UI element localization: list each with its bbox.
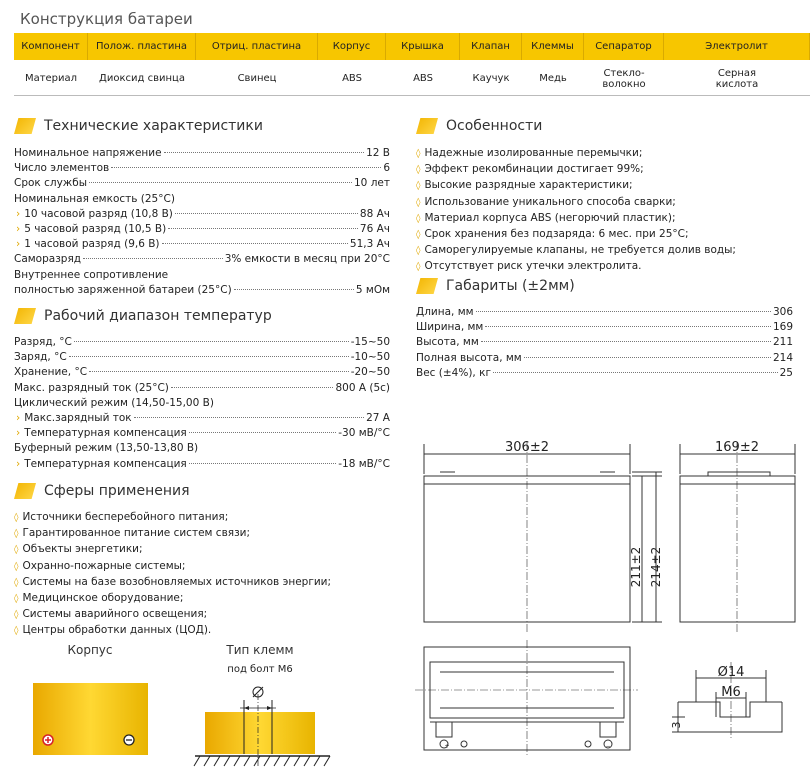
construction-header-cell: Полож. пластина <box>88 33 196 60</box>
spec-value: -10~50 <box>350 351 390 364</box>
spec-row <box>14 441 390 456</box>
spec-row <box>14 381 390 396</box>
spec-row <box>416 320 793 335</box>
spec-row <box>14 411 390 426</box>
tech-section-title: Технические характеристики <box>14 118 263 134</box>
spec-label: 5 часовой разряд (10,5 В) <box>24 223 167 236</box>
spec-label: Разряд, °С <box>14 336 72 348</box>
length-dimension: 306±2 <box>505 440 549 455</box>
features-section-title: Особенности <box>416 118 542 134</box>
spec-label: Температурная компенсация <box>24 427 187 440</box>
spec-row <box>14 426 390 441</box>
spec-row <box>14 350 390 365</box>
construction-value-row <box>14 62 810 96</box>
spec-value: 169 <box>772 321 793 334</box>
construction-header-cell: Крышка <box>386 33 460 60</box>
list-item: ◊ Надежные изолированные перемычки; <box>416 146 736 162</box>
chevron-right-icon: › <box>16 427 21 440</box>
spec-label: Температурная компенсация <box>24 457 187 470</box>
section-marker-icon <box>14 483 36 499</box>
negative-sign: − <box>605 743 611 750</box>
spec-label: Номинальное напряжение <box>14 147 162 159</box>
list-item: ◊ Саморегулируемые клапаны, не требуется долив воды; <box>416 243 736 259</box>
spec-label: Ширина, мм <box>416 321 484 334</box>
spec-label: Длина, мм <box>416 306 474 318</box>
dims-section-title: Габариты (±2мм) <box>416 278 575 294</box>
list-item: ◊ Использование уникального способа сварки; <box>416 195 736 211</box>
page-title: Конструкция батареи <box>20 10 193 28</box>
spec-row <box>416 305 793 320</box>
spec-value: 211 <box>772 336 793 349</box>
tech-spec-list <box>14 146 390 298</box>
chevron-right-icon: › <box>16 223 21 236</box>
terminal-height-dimension: 3 <box>670 721 683 729</box>
temp-spec-list <box>14 335 390 472</box>
spec-row <box>14 176 390 191</box>
apps-section-title: Сферы применения <box>14 483 190 499</box>
list-item: ◊ Центры обработки данных (ЦОД). <box>14 623 331 639</box>
spec-row <box>14 396 390 411</box>
spec-row <box>416 335 793 350</box>
spec-value: 27 А <box>366 412 390 425</box>
spec-label: Срок службы <box>14 177 88 190</box>
spec-value: -30 мВ/°С <box>338 427 390 440</box>
spec-value: 12 В <box>366 147 390 159</box>
spec-label: Макс.зарядный ток <box>24 412 132 425</box>
spec-value: 10 лет <box>354 177 390 190</box>
construction-header-cell: Корпус <box>318 33 386 60</box>
spec-value: 5 мОм <box>355 283 390 296</box>
width-dimension: 169±2 <box>715 440 759 455</box>
list-item: ◊ Системы на базе возобновляемых источников энергии; <box>14 575 331 591</box>
terminal-caption: Тип клемм <box>226 643 294 657</box>
spec-row <box>14 457 390 472</box>
construction-value-cell: ABS <box>413 73 433 84</box>
construction-value-cell: Серная кислота <box>715 67 759 90</box>
minus-terminal-icon <box>124 735 134 745</box>
spec-label: Число элементов <box>14 162 110 175</box>
positive-sign: + <box>444 743 450 750</box>
spec-row <box>14 283 390 298</box>
list-item: ◊ Гарантированное питание систем связи; <box>14 526 331 542</box>
spec-row <box>14 146 390 161</box>
spec-row <box>14 207 390 222</box>
spec-value: 214 <box>772 351 793 364</box>
spec-value: -15~50 <box>350 336 390 348</box>
spec-label: Полная высота, мм <box>416 351 522 364</box>
construction-value-cell: Диоксид свинца <box>99 73 185 84</box>
spec-value: -20~50 <box>350 366 390 379</box>
spec-row <box>14 335 390 350</box>
spec-label: Саморазряд <box>14 253 82 266</box>
construction-value-cell: Свинец <box>237 73 277 84</box>
construction-value-cell: ABS <box>342 73 362 84</box>
construction-value-cell: Стекло- волокно <box>602 67 646 90</box>
features-list <box>416 146 736 276</box>
construction-header-cell: Компонент <box>14 33 88 60</box>
spec-label: полностью заряженной батареи (25°С) <box>14 283 232 296</box>
spec-row <box>14 222 390 237</box>
chevron-right-icon: › <box>16 457 21 470</box>
spec-label: Номинальная емкость (25°С) <box>14 192 175 205</box>
list-item: ◊ Источники бесперебойного питания; <box>14 510 331 526</box>
list-item: ◊ Материал корпуса ABS (негорючий пластик); <box>416 211 736 227</box>
spec-label: 1 часовой разряд (9,6 В) <box>24 238 160 251</box>
dims-spec-list <box>416 305 793 381</box>
full-height-dimension: 214±2 <box>649 546 663 588</box>
construction-header-cell: Клеммы <box>522 33 584 60</box>
spec-row <box>14 161 390 176</box>
spec-value: 3% емкости в месяц при 20°С <box>224 253 390 266</box>
construction-header-cell: Сепаратор <box>584 33 664 60</box>
spec-row <box>14 268 390 283</box>
spec-row <box>14 252 390 267</box>
list-item: ◊ Объекты энергетики; <box>14 542 331 558</box>
list-item: ◊ Охранно-пожарные системы; <box>14 559 331 575</box>
spec-value: 88 Ач <box>359 207 390 220</box>
temp-section-title: Рабочий диапазон температур <box>14 308 272 324</box>
section-marker-icon <box>14 118 36 134</box>
construction-header-cell: Электролит <box>664 33 810 60</box>
section-marker-icon <box>416 278 438 294</box>
spec-value: 51,3 Ач <box>349 238 390 251</box>
terminal-diameter-dimension: Ø14 <box>717 665 745 680</box>
spec-label: Вес (±4%), кг <box>416 366 491 379</box>
case-caption: Корпус <box>67 643 113 657</box>
spec-row <box>14 365 390 380</box>
spec-row <box>14 237 390 252</box>
list-item: ◊ Медицинское оборудование; <box>14 591 331 607</box>
terminal-subcaption: под болт М6 <box>227 664 293 675</box>
spec-label: Буферный режим (13,50-13,80 В) <box>14 442 199 455</box>
construction-header-row <box>14 33 810 60</box>
terminal-image <box>205 712 315 754</box>
section-marker-icon <box>14 308 36 324</box>
construction-header-cell: Клапан <box>460 33 522 60</box>
chevron-right-icon: › <box>16 238 21 251</box>
chevron-right-icon: › <box>16 207 21 220</box>
height-dimension: 211±2 <box>629 546 643 588</box>
spec-value: 6 <box>383 162 390 175</box>
spec-value: 800 А (5с) <box>335 381 390 394</box>
spec-label: Циклический режим (14,50-15,00 В) <box>14 396 214 409</box>
list-item: ◊ Срок хранения без подзаряда: 6 мес. при 25°С; <box>416 227 736 243</box>
case-and-terminal-illustration <box>0 680 400 772</box>
construction-header-cell: Отриц. пластина <box>196 33 318 60</box>
list-item: ◊ Эффект рекомбинации достигает 99%; <box>416 162 736 178</box>
construction-value-cell: Каучук <box>472 73 510 84</box>
battery-dimension-drawing <box>410 432 810 772</box>
list-item: ◊ Системы аварийного освещения; <box>14 607 331 623</box>
spec-label: Заряд, °С <box>14 351 67 364</box>
list-item: ◊ Высокие разрядные характеристики; <box>416 178 736 194</box>
construction-value-cell: Медь <box>539 73 567 84</box>
chevron-right-icon: › <box>16 412 21 425</box>
apps-list <box>14 510 331 640</box>
spec-value: 25 <box>779 366 793 379</box>
spec-value: -18 мВ/°С <box>338 457 390 470</box>
spec-row <box>416 366 793 381</box>
section-marker-icon <box>416 118 438 134</box>
terminal-thread-dimension: M6 <box>721 685 741 700</box>
spec-label: 10 часовой разряд (10,8 В) <box>24 207 173 220</box>
spec-value: 76 Ач <box>359 223 390 236</box>
spec-label: Макс. разрядный ток (25°С) <box>14 381 169 394</box>
plus-terminal-icon <box>43 735 53 745</box>
spec-row <box>14 192 390 207</box>
spec-row <box>416 351 793 366</box>
spec-label: Хранение, °С <box>14 366 88 379</box>
construction-value-cell: Материал <box>24 73 78 84</box>
spec-label: Высота, мм <box>416 336 479 349</box>
spec-label: Внутреннее сопротивление <box>14 268 169 281</box>
spec-value: 306 <box>772 306 793 318</box>
list-item: ◊ Отсутствует риск утечки электролита. <box>416 259 736 275</box>
